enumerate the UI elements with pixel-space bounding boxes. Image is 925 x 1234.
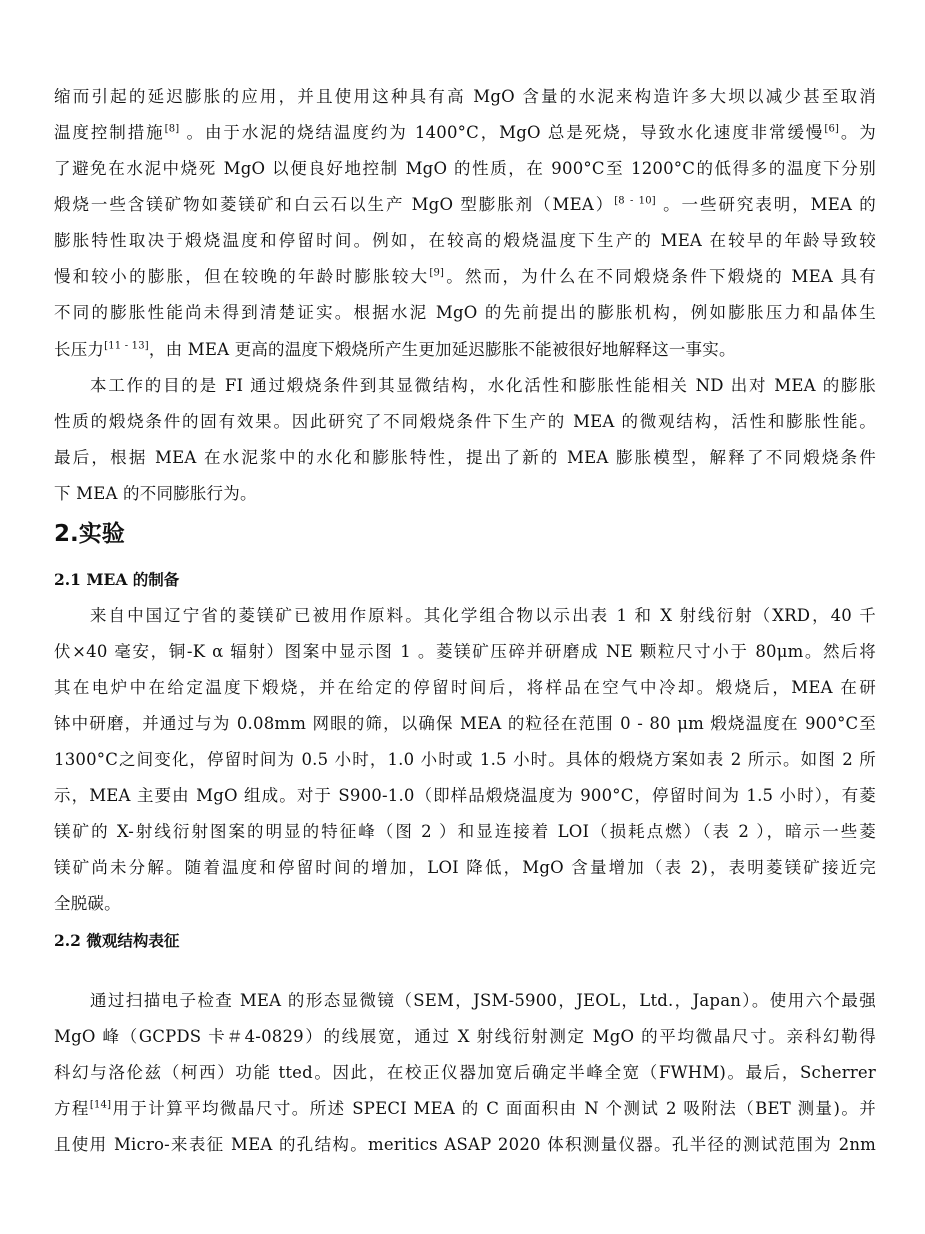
section-2-1-line-8: 镁矿尚未分解。随着温度和停留时间的增加，LOI 降低，MgO 含量增加（表 2)，表明菱镁矿接近完 — [54, 858, 876, 877]
para1-line-2-text-c: 。为 — [839, 123, 876, 142]
citation-11-13: [11 - 13] — [104, 340, 149, 352]
para1-line-8-text-b: ，由 MEA 更高的温度下煅烧所产生更加延迟膨胀不能被很好地解释这一事实。 — [148, 340, 736, 359]
citation-8-10: [8 - 10] — [614, 195, 656, 207]
section-2-2-line-5: 且使用 Micro-来表征 MEA 的孔结构。meritics ASAP 2020 体积测量仪器。孔半径的测试范围为 2nm — [54, 1135, 876, 1154]
section-2-1-line-4: 钵中研磨，并通过与为 0.08mm 网眼的筛，以确保 MEA 的粒径在范围 0 - 80 μm 煅烧温度在 900°C至 — [54, 714, 876, 733]
para1-line-2-text-b: 。由于水泥的烧结温度约为 1400°C，MgO 总是死烧，导致水化速度非常缓慢 — [179, 123, 825, 142]
section-2-2-line-4 — [54, 1098, 876, 1120]
section-2-2-line-4-text-a: 方程 — [54, 1099, 90, 1118]
citation-8: [8] — [164, 123, 180, 135]
citation-14: [14] — [89, 1099, 112, 1111]
para1-line-2 — [54, 122, 876, 144]
para1-line-6-text-a: 慢和较小的膨胀，但在较晚的年龄时膨胀较大 — [54, 267, 430, 286]
para2-line-1: 本工作的目的是 FI 通过煅烧条件到其显微结构，水化活性和膨胀性能相关 ND 出对 MEA 的膨胀 — [90, 376, 876, 395]
section-2-1-line-7: 镁矿的 X-射线衍射图案的明显的特征峰（图 2 ）和显连接着 LOI（损耗点燃）（表 2 ），暗示一些菱 — [54, 822, 876, 841]
para1-line-8 — [54, 339, 876, 361]
section-2-2-line-3: 科幻与洛伦兹（柯西）功能 tted。因此，在校正仪器加宽后确定半峰全宽（FWHM)。最后，Scherrer — [54, 1063, 876, 1082]
para1-line-4 — [54, 194, 876, 216]
section-2-1-line-3: 其在电炉中在给定温度下煅烧，并在给定的停留时间后，将样品在空气中冷却。煅烧后，MEA 在研 — [54, 678, 876, 697]
para1-line-2-text-a: 温度控制措施 — [54, 123, 165, 142]
para1-line-6 — [54, 266, 876, 288]
para1-line-5: 膨胀特性取决于煅烧温度和停留时间。例如，在较高的煅烧温度下生产的 MEA 在较早的年龄导致较 — [54, 231, 876, 250]
para1-line-8-text-a: 长压力 — [54, 340, 105, 359]
para1-line-6-text-b: 。然而，为什么在不同煅烧条件下煅烧的 MEA 具有 — [444, 267, 876, 286]
section-2-2-line-4-text-b: 用于计算平均微晶尺寸。所述 SPECI MEA 的 C 面面积由 N 个测试 2 吸附法（BET 测量)。并 — [111, 1099, 876, 1118]
citation-9: [9] — [429, 267, 445, 279]
section-2-1-heading: 2.1 MEA 的制备 — [54, 570, 180, 589]
section-2-1-line-1: 来自中国辽宁省的菱镁矿已被用作原料。其化学组合物以示出表 1 和 X 射线衍射（XRD，40 千 — [90, 606, 876, 625]
section-2-2-line-2: MgO 峰（GCPDS 卡＃4-0829）的线展宽，通过 X 射线衍射测定 MgO 的平均微晶尺寸。亲科幻勒得 — [54, 1027, 876, 1046]
section-2-1-line-5: 1300°C之间变化，停留时间为 0.5 小时，1.0 小时或 1.5 小时。具体的煅烧方案如表 2 所示。如图 2 所 — [54, 750, 876, 769]
para2-line-4: 下 MEA 的不同膨胀行为。 — [54, 484, 257, 503]
para1-line-7: 不同的膨胀性能尚未得到清楚证实。根据水泥 MgO 的先前提出的膨胀机构，例如膨胀压力和晶体生 — [54, 303, 876, 322]
section-2-2-heading: 2.2 微观结构表征 — [54, 931, 180, 950]
para2-line-2: 性质的煅烧条件的固有效果。因此研究了不同煅烧条件下生产的 MEA 的微观结构，活性和膨胀性能。 — [54, 412, 876, 431]
section-2-1-line-2: 伏×40 毫安，铜-K α 辐射）图案中显示图 1 。菱镁矿压碎并研磨成 NE 颗粒尺寸小于 80μm。然后将 — [54, 642, 876, 661]
para1-line-3: 了避免在水泥中烧死 MgO 以便良好地控制 MgO 的性质，在 900°C至 1200°C的低得多的温度下分别 — [54, 159, 876, 178]
para1-line-4-text-b: 。一些研究表明，MEA 的 — [655, 195, 876, 214]
citation-6: [6] — [824, 123, 840, 135]
section-2-2-line-1: 通过扫描电子检查 MEA 的形态显微镜（SEM，JSM-5900，JEOL，Ltd.，Japan）。使用六个最强 — [90, 991, 876, 1010]
section-2-1-line-6: 示，MEA 主要由 MgO 组成。对于 S900-1.0（即样品煅烧温度为 900°C，停留时间为 1.5 小时），有菱 — [54, 786, 876, 805]
para1-line-1: 缩而引起的延迟膨胀的应用，并且使用这种具有高 MgO 含量的水泥来构造许多大坝以减少甚至取消 — [54, 87, 876, 106]
para2-line-3: 最后，根据 MEA 在水泥浆中的水化和膨胀特性，提出了新的 MEA 膨胀模型，解释了不同煅烧条件 — [54, 448, 876, 467]
para1-line-4-text-a: 煅烧一些含镁矿物如菱镁矿和白云石以生产 MgO 型膨胀剂（MEA） — [54, 195, 615, 214]
section-2-heading: 2.实验 — [54, 521, 125, 547]
section-2-1-line-9: 全脱碳。 — [54, 894, 121, 913]
